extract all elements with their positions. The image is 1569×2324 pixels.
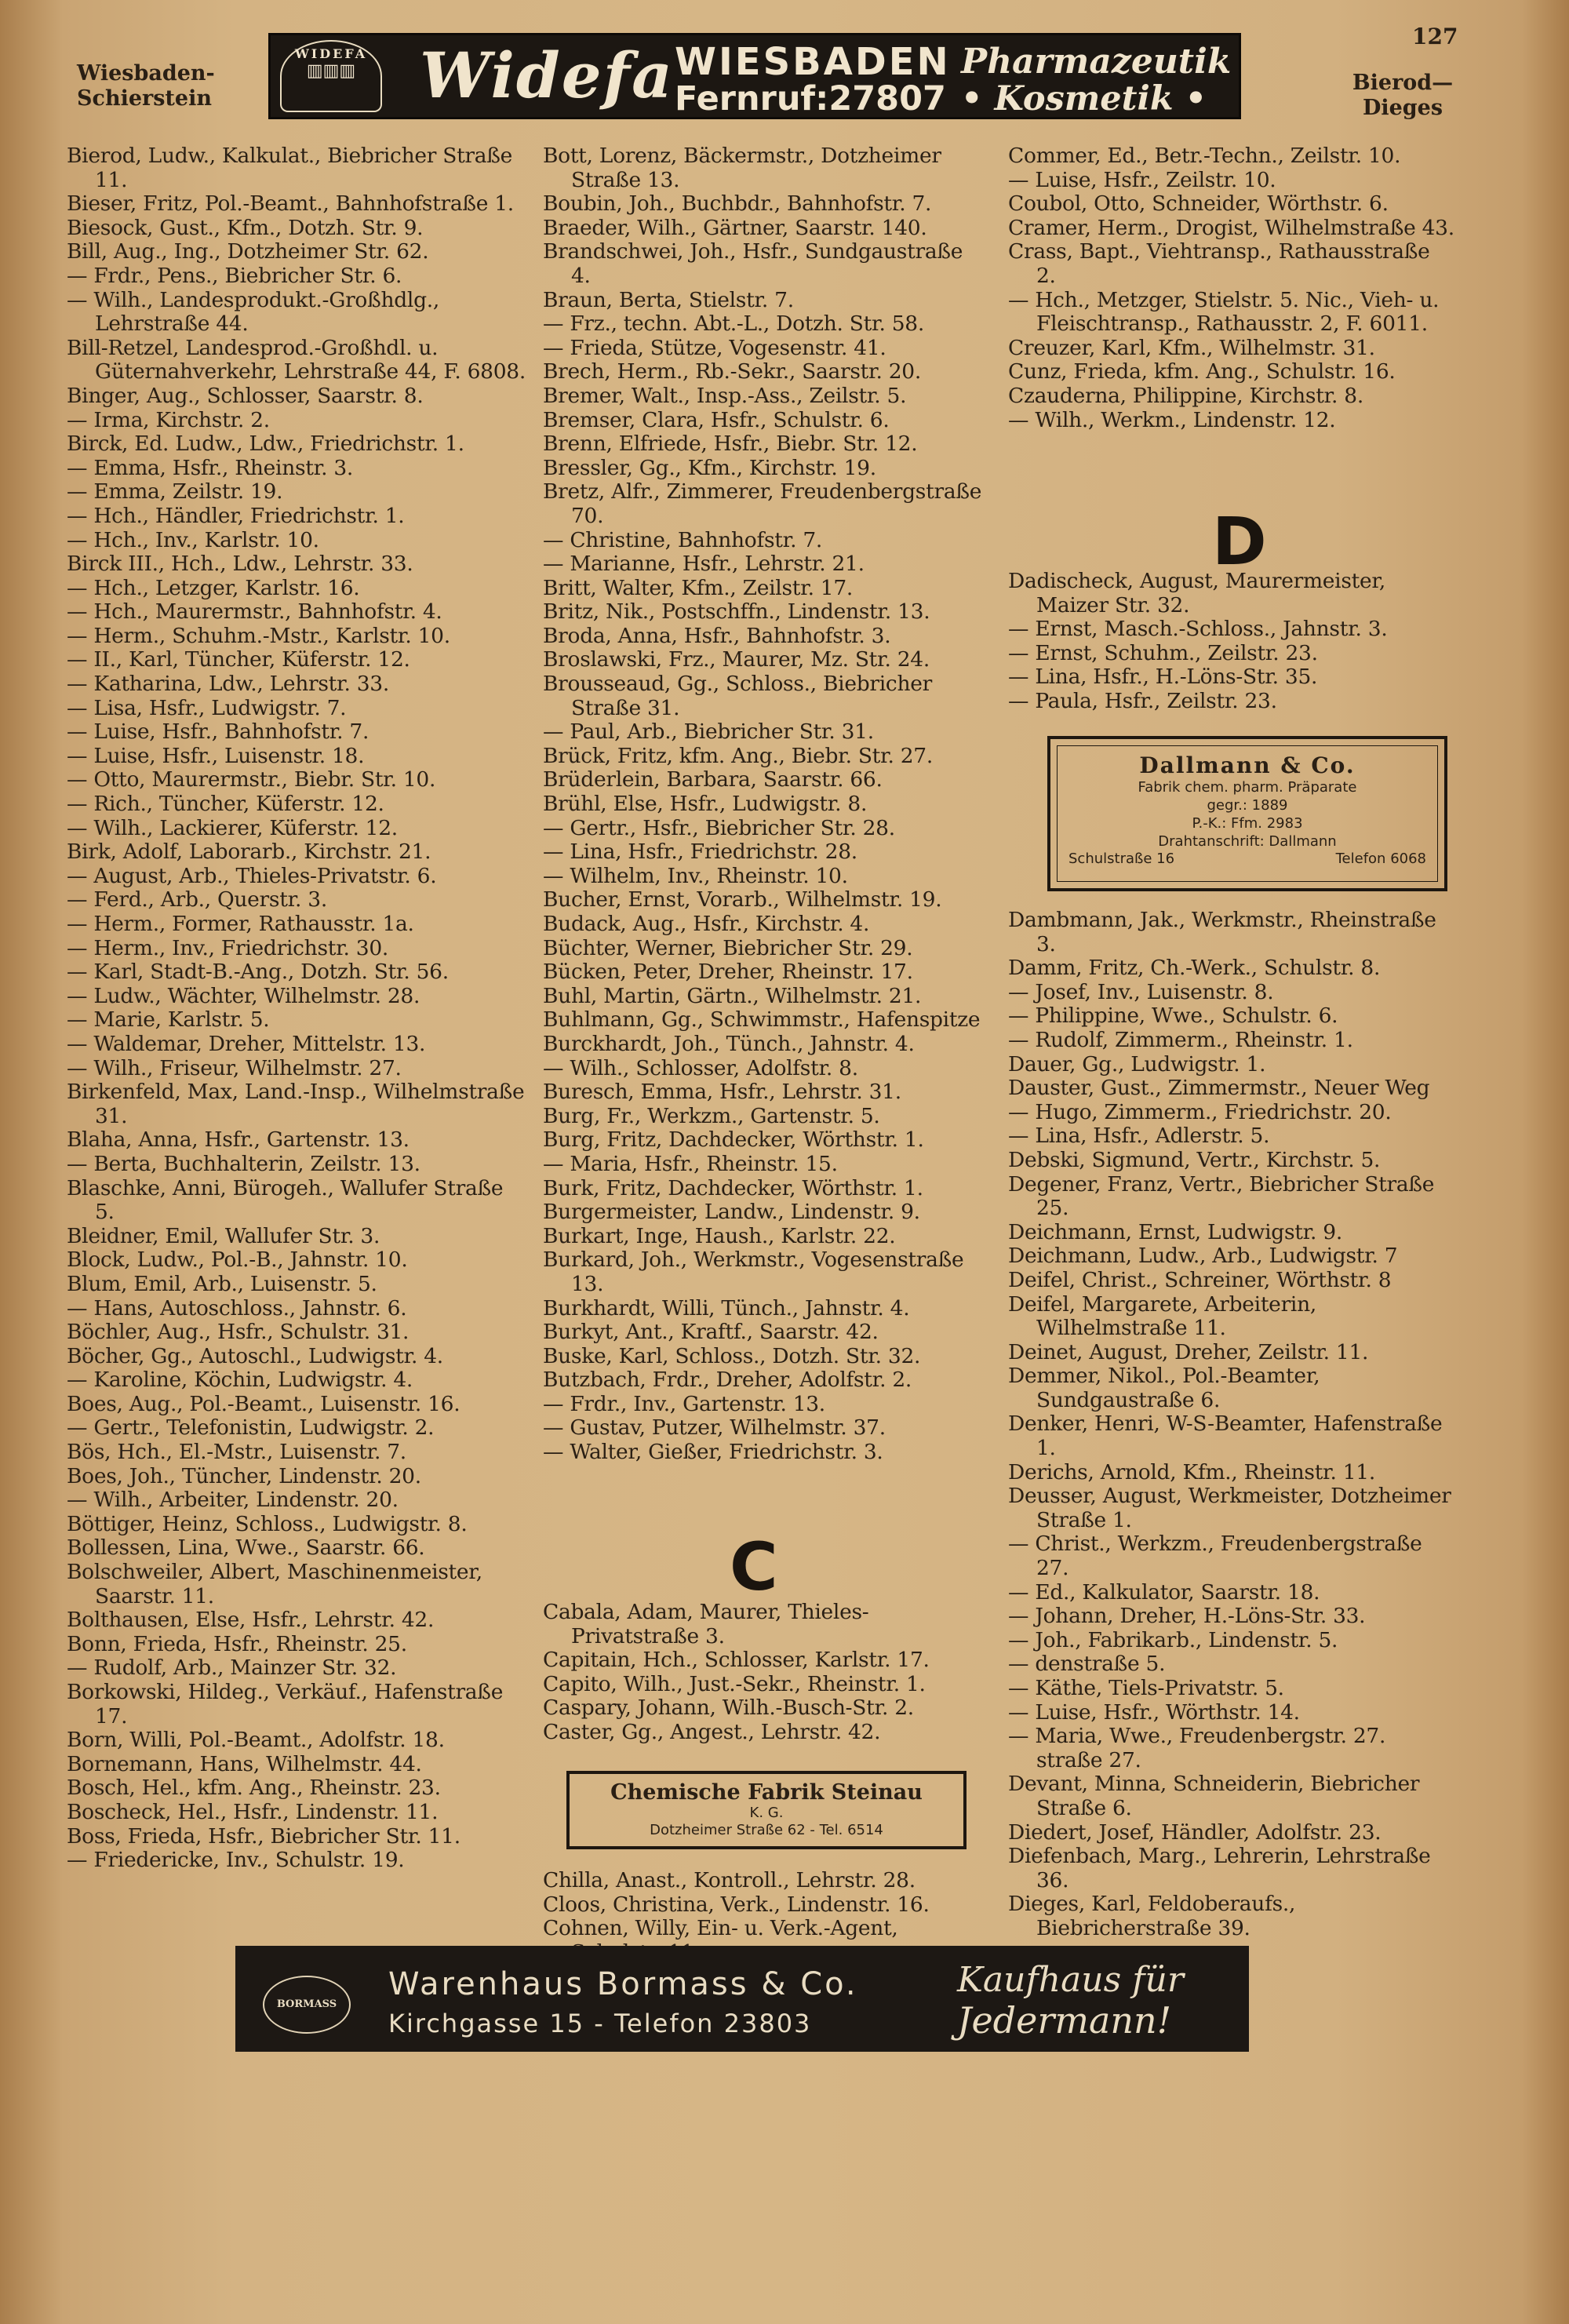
directory-entry: Deifel, Christ., Schreiner, Wörthstr. 8 — [1008, 1267, 1392, 1292]
directory-entry: — Paul, Arb., Biebricher Str. 31. — [543, 719, 874, 745]
directory-entry: — Walter, Gießer, Friedrichstr. 3. — [543, 1440, 883, 1465]
directory-entry: Cramer, Herm., Drogist, Wilhelmstraße 43. — [1008, 215, 1454, 240]
directory-entry: — Wilh., Schlosser, Adolfstr. 8. — [543, 1055, 858, 1080]
directory-entry: — Johann, Dreher, H.-Löns-Str. 33. — [1008, 1604, 1366, 1629]
directory-entry: — Frieda, Stütze, Vogesenstr. 41. — [543, 335, 886, 360]
directory-entry: — Maria, Wwe., Freudenbergstr. 27. straße 27. — [1008, 1724, 1386, 1772]
directory-entry: Birck, Ed. Ludw., Ldw., Friedrichstr. 1. — [67, 432, 464, 457]
directory-entry: — II., Karl, Tüncher, Küferstr. 12. — [67, 647, 410, 672]
header-right: Bierod—Dieges — [1352, 71, 1454, 120]
dallmann-ad-inner — [1057, 745, 1438, 882]
directory-entry: — Frdr., Pens., Biebricher Str. 6. — [67, 263, 402, 288]
directory-entry: Burkhardt, Willi, Tünch., Jahnstr. 4. — [543, 1295, 910, 1320]
directory-entry: Brandschwei, Joh., Hsfr., Sundgaustraße 4. — [543, 239, 963, 288]
directory-entry: — Marie, Karlstr. 5. — [67, 1007, 270, 1033]
section-letter-c: C — [730, 1528, 778, 1605]
directory-entry: Deinet, August, Dreher, Zeilstr. 11. — [1008, 1339, 1369, 1364]
directory-entry: Binger, Aug., Schlosser, Saarstr. 8. — [67, 383, 424, 408]
directory-entry: Boubin, Joh., Buchbdr., Bahnhofstr. 7. — [543, 191, 932, 217]
directory-entry: Bös, Hch., El.-Mstr., Luisenstr. 7. — [67, 1440, 406, 1465]
directory-entry: Bosch, Hel., kfm. Ang., Rheinstr. 23. — [67, 1776, 441, 1801]
directory-entry: Böchler, Aug., Hsfr., Schulstr. 31. — [67, 1320, 410, 1345]
dallmann-ad — [1047, 736, 1447, 891]
directory-entry: Burkyt, Ant., Kraftf., Saarstr. 42. — [543, 1320, 879, 1345]
widefa-line1: Pharmazeutik — [961, 42, 1232, 82]
directory-entry: — Wilh., Werkm., Lindenstr. 12. — [1008, 407, 1336, 432]
directory-entry: Brech, Herm., Rb.-Sekr., Saarstr. 20. — [543, 359, 921, 384]
header-left: Wiesbaden-Schierstein — [77, 61, 215, 111]
widefa-phone: Fernruf:27807 — [675, 79, 946, 118]
directory-entry: Brüderlein, Barbara, Saarstr. 66. — [543, 767, 883, 792]
directory-entry: — Philippine, Wwe., Schulstr. 6. — [1008, 1004, 1338, 1029]
directory-entry: Creuzer, Karl, Kfm., Wilhelmstr. 31. — [1008, 335, 1375, 360]
column-3-d-entries — [1008, 570, 1455, 714]
directory-entry: Boes, Joh., Tüncher, Lindenstr. 20. — [67, 1463, 421, 1488]
directory-entry: Braun, Berta, Stielstr. 7. — [543, 287, 794, 312]
directory-entry: Bücken, Peter, Dreher, Rheinstr. 17. — [543, 960, 913, 985]
directory-entry: Buhl, Martin, Gärtn., Wilhelmstr. 21. — [543, 983, 922, 1008]
directory-entry: — Karoline, Köchin, Ludwigstr. 4. — [67, 1368, 413, 1393]
directory-entry: — Luise, Hsfr., Zeilstr. 10. — [1008, 167, 1276, 192]
directory-entry: Bieser, Fritz, Pol.-Beamt., Bahnhofstraße 1. — [67, 191, 514, 217]
directory-entry: Boss, Frieda, Hsfr., Biebricher Str. 11. — [67, 1823, 461, 1849]
dallmann-name: Dallmann & Co. — [1139, 752, 1356, 778]
directory-entry: Chilla, Anast., Kontroll., Lehrstr. 28. — [543, 1868, 916, 1892]
directory-entry: Buske, Karl, Schloss., Dotzh. Str. 32. — [543, 1343, 921, 1368]
directory-entry: Debski, Sigmund, Vertr., Kirchstr. 5. — [1008, 1147, 1381, 1172]
directory-entry: — denstraße 5. — [1008, 1652, 1166, 1677]
directory-entry: — Ernst, Schuhm., Zeilstr. 23. — [1008, 640, 1318, 665]
directory-entry: — Hch., Inv., Karlstr. 10. — [67, 527, 319, 552]
directory-entry: Broda, Anna, Hsfr., Bahnhofstr. 3. — [543, 623, 891, 648]
directory-entry: — Wilh., Friseur, Wilhelmstr. 27. — [67, 1055, 402, 1080]
directory-entry: Dambmann, Jak., Werkmstr., Rheinstraße 3. — [1008, 908, 1436, 956]
directory-entry: Boscheck, Hel., Hsfr., Lindenstr. 11. — [67, 1799, 439, 1824]
section-letter-d: D — [1212, 503, 1267, 580]
steinau-address: Dotzheimer Straße 62 - Tel. 6514 — [650, 1822, 883, 1838]
directory-entry: Diedert, Josef, Händler, Adolfstr. 23. — [1008, 1819, 1382, 1845]
directory-entry: Burg, Fritz, Dachdecker, Wörthstr. 1. — [543, 1127, 924, 1153]
directory-entry: Capitain, Hch., Schlosser, Karlstr. 17. — [543, 1648, 930, 1673]
directory-entry: — Wilhelm, Inv., Rheinstr. 10. — [543, 863, 848, 888]
directory-entry: — Hugo, Zimmerm., Friedrichstr. 20. — [1008, 1099, 1392, 1124]
directory-entry: — Rich., Tüncher, Küferstr. 12. — [67, 792, 384, 817]
directory-entry: — Käthe, Tiels-Privatstr. 5. — [1008, 1676, 1284, 1700]
directory-entry: — Friedericke, Inv., Schulstr. 19. — [67, 1848, 405, 1873]
directory-entry: Boes, Aug., Pol.-Beamt., Luisenstr. 16. — [67, 1391, 461, 1416]
directory-entry: — Rudolf, Zimmerm., Rheinstr. 1. — [1008, 1027, 1353, 1052]
directory-entry: Burg, Fr., Werkzm., Gartenstr. 5. — [543, 1103, 880, 1128]
directory-entry: Dauer, Gg., Ludwigstr. 1. — [1008, 1051, 1266, 1076]
directory-entry: Büchter, Werner, Biebricher Str. 29. — [543, 935, 913, 960]
directory-entry: — Wilh., Lackierer, Küferstr. 12. — [67, 815, 398, 840]
directory-entry: Budack, Aug., Hsfr., Kirchstr. 4. — [543, 912, 870, 936]
directory-entry: — Wilh., Arbeiter, Lindenstr. 20. — [67, 1488, 399, 1513]
directory-entry: Dieges, Karl, Feldoberaufs., Biebricherstraße 39. — [1008, 1892, 1296, 1940]
directory-entry: — Gustav, Putzer, Wilhelmstr. 37. — [543, 1415, 886, 1441]
directory-entry: — August, Arb., Thieles-Privatstr. 6. — [67, 863, 437, 888]
directory-entry: Crass, Bapt., Viehtransp., Rathausstraße 2. — [1008, 239, 1430, 288]
directory-entry: — Rudolf, Arb., Mainzer Str. 32. — [67, 1656, 397, 1681]
directory-entry: — Emma, Hsfr., Rheinstr. 3. — [67, 455, 353, 480]
directory-entry: Brück, Fritz, kfm. Ang., Biebr. Str. 27. — [543, 743, 933, 768]
directory-entry: Dauster, Gust., Zimmermstr., Neuer Weg — [1008, 1076, 1430, 1101]
directory-entry: — Maria, Hsfr., Rheinstr. 15. — [543, 1151, 838, 1176]
directory-entry: Deichmann, Ernst, Ludwigstr. 9. — [1008, 1219, 1342, 1244]
directory-entry: Burk, Fritz, Dachdecker, Wörthstr. 1. — [543, 1175, 923, 1200]
directory-entry: Buresch, Emma, Hsfr., Lehrstr. 31. — [543, 1080, 901, 1105]
directory-entry: Cohnen, Willy, Ein- u. Verk.-Agent, — [543, 1916, 898, 1941]
dallmann-footer — [1058, 851, 1437, 867]
directory-entry: Bierod, Ludw., Kalkulat., Biebricher Straße 11. — [67, 144, 513, 192]
directory-entry: Burkard, Joh., Werkmstr., Vogesenstraße 13. — [543, 1248, 964, 1296]
widefa-ad-banner — [268, 33, 1241, 119]
directory-entry: Bucher, Ernst, Vorarb., Wilhelmstr. 19. — [543, 887, 942, 912]
directory-entry: Birck III., Hch., Ldw., Lehrstr. 33. — [67, 552, 413, 577]
directory-entry: Damm, Fritz, Ch.-Werk., Schulstr. 8. — [1008, 956, 1381, 981]
directory-entry: — Otto, Maurermstr., Biebr. Str. 10. — [67, 767, 436, 792]
directory-entry: Böttiger, Heinz, Schloss., Ludwigstr. 8. — [67, 1511, 468, 1536]
directory-entry: — Joh., Fabrikarb., Lindenstr. 5. — [1008, 1627, 1338, 1652]
directory-entry: Deifel, Margarete, Arbeiterin, Wilhelmstraße 11. — [1008, 1291, 1317, 1341]
steinau-name: Chemische Fabrik Steinau — [610, 1780, 923, 1805]
directory-entry: Britt, Walter, Kfm., Zeilstr. 17. — [543, 575, 854, 600]
directory-entry: — Frz., techn. Abt.-L., Dotzh. Str. 58. — [543, 311, 924, 337]
directory-entry: — Frdr., Inv., Gartenstr. 13. — [543, 1391, 825, 1416]
column-2-c-entries — [543, 1601, 982, 1745]
directory-entry: Brenn, Elfriede, Hsfr., Biebr. Str. 12. — [543, 432, 918, 457]
directory-entry: Czauderna, Philippine, Kirchstr. 8. — [1008, 383, 1363, 408]
directory-entry: — Ernst, Masch.-Schloss., Jahnstr. 3. — [1008, 617, 1388, 642]
directory-entry: — Luise, Hsfr., Bahnhofstr. 7. — [67, 719, 369, 745]
directory-entry: Degener, Franz, Vertr., Biebricher Straße 25. — [1008, 1171, 1435, 1221]
directory-entry: Cabala, Adam, Maurer, Thieles-Privatstraße 3. — [543, 1600, 869, 1648]
directory-entry: Bill, Aug., Ing., Dotzheimer Str. 62. — [67, 239, 429, 264]
column-2 — [543, 144, 982, 1465]
directory-entry: — Christ., Werkzm., Freudenbergstraße 27. — [1008, 1532, 1422, 1581]
directory-entry: Bornemann, Hans, Wilhelmstr. 44. — [67, 1751, 422, 1776]
directory-entry: Butzbach, Frdr., Dreher, Adolfstr. 2. — [543, 1368, 912, 1393]
directory-entry: Bretz, Alfr., Zimmerer, Freudenbergstraße 70. — [543, 479, 982, 528]
directory-entry: — Waldemar, Dreher, Mittelstr. 13. — [67, 1031, 426, 1056]
column-2-b-entries — [543, 144, 982, 1465]
directory-entry: — Luise, Hsfr., Luisenstr. 18. — [67, 743, 365, 768]
widefa-logo-icon: WIDEFA ▥▥▥ — [280, 40, 382, 112]
bormass-name: Warenhaus Bormass & Co. — [388, 1966, 858, 2002]
directory-entry: — Lina, Hsfr., Adlerstr. 5. — [1008, 1124, 1270, 1149]
directory-entry: Böcher, Gg., Autoschl., Ludwigstr. 4. — [67, 1343, 443, 1368]
directory-entry: Denker, Henri, W-S-Beamter, Hafenstraße 1. — [1008, 1412, 1443, 1461]
directory-entry: — Wilh., Landesprodukt.-Großhdlg., Lehrstraße 44. — [67, 287, 440, 337]
directory-entry: — Luise, Hsfr., Wörthstr. 14. — [1008, 1699, 1300, 1725]
directory-entry: Burgermeister, Landw., Lindenstr. 9. — [543, 1200, 920, 1225]
directory-entry: — Gertr., Hsfr., Biebricher Str. 28. — [543, 815, 895, 840]
directory-entry: Bolthausen, Else, Hsfr., Lehrstr. 42. — [67, 1608, 435, 1633]
widefa-line2: • Kosmetik • — [961, 79, 1207, 118]
dallmann-line3: P.-K.: Ffm. 2983 — [1192, 815, 1303, 832]
dallmann-street: Schulstraße 16 — [1068, 851, 1175, 867]
widefa-brand: Widefa — [420, 38, 674, 112]
directory-entry: — Herm., Inv., Friedrichstr. 30. — [67, 935, 389, 960]
bormass-slogan-2: Jedermann! — [957, 1999, 1172, 2042]
directory-entry: — Herm., Schuhm.-Mstr., Karlstr. 10. — [67, 623, 450, 648]
bormass-ad-banner — [235, 1946, 1249, 2052]
directory-entry: Bonn, Frieda, Hsfr., Rheinstr. 25. — [67, 1631, 407, 1656]
directory-entry: — Lina, Hsfr., Friedrichstr. 28. — [543, 840, 857, 865]
directory-entry: — Lisa, Hsfr., Ludwigstr. 7. — [67, 695, 347, 720]
bormass-slogan-1: Kaufhaus für — [957, 1960, 1184, 2000]
directory-entry: Burckhardt, Joh., Tünch., Jahnstr. 4. — [543, 1031, 915, 1056]
directory-entry: Brühl, Else, Hsfr., Ludwigstr. 8. — [543, 792, 868, 817]
bormass-address: Kirchgasse 15 - Telefon 23803 — [388, 2009, 812, 2038]
directory-entry: Deusser, August, Werkmeister, Dotzheimer Straße 1. — [1008, 1484, 1451, 1532]
directory-entry: — Herm., Former, Rathausstr. 1a. — [67, 912, 414, 936]
directory-entry: Bolschweiler, Albert, Maschinenmeister, Saarstr. 11. — [67, 1560, 482, 1608]
directory-entry: — Ludw., Wächter, Wilhelmstr. 28. — [67, 983, 420, 1008]
directory-entry: — Gertr., Telefonistin, Ludwigstr. 2. — [67, 1415, 435, 1441]
directory-entry: Caspary, Johann, Wilh.-Busch-Str. 2. — [543, 1696, 914, 1721]
directory-entry: Bremser, Clara, Hsfr., Schulstr. 6. — [543, 407, 890, 432]
column-3 — [1008, 144, 1455, 432]
directory-entry: Bleidner, Emil, Wallufer Str. 3. — [67, 1223, 380, 1248]
directory-entry: Caster, Gg., Angest., Lehrstr. 42. — [543, 1719, 881, 1744]
directory-entry: — Hans, Autoschloss., Jahnstr. 6. — [67, 1295, 407, 1320]
directory-entry: — Christine, Bahnhofstr. 7. — [543, 527, 823, 552]
directory-entry: Cloos, Christina, Verk., Lindenstr. 16. — [543, 1892, 930, 1917]
directory-entry: Broslawski, Frz., Maurer, Mz. Str. 24. — [543, 647, 930, 672]
directory-entry: Cunz, Frieda, kfm. Ang., Schulstr. 16. — [1008, 359, 1396, 384]
directory-entry: — Katharina, Ldw., Lehrstr. 33. — [67, 672, 389, 697]
steinau-ad — [566, 1771, 967, 1849]
column-3-d-entries-2 — [1008, 909, 1455, 1941]
widefa-city: WIESBADEN — [675, 40, 951, 84]
dallmann-line4: Drahtanschrift: Dallmann — [1158, 833, 1337, 850]
dallmann-phone: Telefon 6068 — [1335, 851, 1426, 867]
directory-entry: Commer, Ed., Betr.-Techn., Zeilstr. 10. — [1008, 144, 1401, 168]
directory-entry: Coubol, Otto, Schneider, Wörthstr. 6. — [1008, 191, 1389, 217]
directory-entry: Birk, Adolf, Laborarb., Kirchstr. 21. — [67, 840, 431, 865]
directory-entry: Bressler, Gg., Kfm., Kirchstr. 19. — [543, 455, 876, 480]
directory-entry: Bremer, Walt., Insp.-Ass., Zeilstr. 5. — [543, 383, 907, 408]
directory-entry: — Paula, Hsfr., Zeilstr. 23. — [1008, 688, 1277, 713]
directory-entry: Derichs, Arnold, Kfm., Rheinstr. 11. — [1008, 1459, 1375, 1484]
directory-entry: — Hch., Letzger, Karlstr. 16. — [67, 575, 360, 600]
directory-entry: Bott, Lorenz, Bäckermstr., Dotzheimer Straße 13. — [543, 144, 941, 192]
directory-entry: — Karl, Stadt-B.-Ang., Dotzh. Str. 56. — [67, 960, 449, 985]
directory-entry: — Hch., Metzger, Stielstr. 5. Nic., Vieh- u. Fleischtransp., Rathausstr. 2, F. 6011. — [1008, 287, 1440, 337]
directory-entry: Block, Ludw., Pol.-B., Jahnstr. 10. — [67, 1248, 408, 1273]
directory-entry: Bill-Retzel, Landesprod.-Großhdl. u. Güternahverkehr, Lehrstraße 44, F. 6808. — [67, 335, 526, 384]
directory-entry: — Emma, Zeilstr. 19. — [67, 479, 283, 505]
directory-entry: Devant, Minna, Schneiderin, Biebricher Straße 6. — [1008, 1772, 1420, 1820]
directory-entry: — Hch., Maurermstr., Bahnhofstr. 4. — [67, 599, 442, 625]
directory-entry: Blum, Emil, Arb., Luisenstr. 5. — [67, 1271, 377, 1296]
steinau-kg: K. G. — [749, 1805, 784, 1821]
directory-entry: Diefenbach, Marg., Lehrerin, Lehrstraße 36. — [1008, 1844, 1431, 1892]
widefa-logo-text: WIDEFA — [294, 46, 368, 61]
column-1 — [67, 144, 528, 1873]
directory-entry: Buhlmann, Gg., Schwimmstr., Hafenspitze — [543, 1007, 981, 1033]
directory-entry: Bollessen, Lina, Wwe., Saarstr. 66. — [67, 1535, 425, 1561]
bormass-logo-icon: BORMASS — [263, 1976, 351, 2034]
directory-entry: — Josef, Inv., Luisenstr. 8. — [1008, 979, 1274, 1004]
directory-entry: — Lina, Hsfr., H.-Löns-Str. 35. — [1008, 665, 1318, 690]
directory-entry: Born, Willi, Pol.-Beamt., Adolfstr. 18. — [67, 1728, 445, 1753]
directory-entry: — Berta, Buchhalterin, Zeilstr. 13. — [67, 1151, 420, 1176]
directory-entry: Burkart, Inge, Haush., Karlstr. 22. — [543, 1223, 896, 1248]
directory-entry: — Hch., Händler, Friedrichstr. 1. — [67, 503, 405, 528]
directory-entry: Capito, Wilh., Just.-Sekr., Rheinstr. 1. — [543, 1671, 926, 1696]
directory-entry: — Irma, Kirchstr. 2. — [67, 407, 270, 432]
page-number: 127 — [1412, 24, 1458, 49]
directory-entry: Biesock, Gust., Kfm., Dotzh. Str. 9. — [67, 215, 424, 240]
directory-entry: — Ferd., Arb., Querstr. 3. — [67, 887, 327, 912]
directory-entry: Blaschke, Anni, Bürogeh., Wallufer Straße 5. — [67, 1175, 504, 1225]
directory-entry: Birkenfeld, Max, Land.-Insp., Wilhelmstraße 31. — [67, 1080, 525, 1128]
directory-entry: Blaha, Anna, Hsfr., Gartenstr. 13. — [67, 1127, 410, 1153]
directory-entry: Britz, Nik., Postschffn., Lindenstr. 13. — [543, 599, 930, 625]
dallmann-line2: gegr.: 1889 — [1207, 797, 1288, 814]
directory-entry: Braeder, Wilh., Gärtner, Saarstr. 140. — [543, 215, 927, 240]
directory-entry: Demmer, Nikol., Pol.-Beamter, Sundgaustraße 6. — [1008, 1364, 1320, 1412]
directory-entry: Borkowski, Hildeg., Verkäuf., Hafenstraße 17. — [67, 1680, 504, 1728]
directory-entry: Brousseaud, Gg., Schloss., Biebricher Straße 31. — [543, 672, 932, 720]
directory-entry: Dadischeck, August, Maurermeister, Maizer Str. 32. — [1008, 569, 1385, 617]
directory-entry: — Ed., Kalkulator, Saarstr. 18. — [1008, 1579, 1320, 1605]
directory-entry: — Marianne, Hsfr., Lehrstr. 21. — [543, 552, 865, 577]
dallmann-line1: Fabrik chem. pharm. Präparate — [1138, 779, 1357, 796]
directory-entry: Deichmann, Ludw., Arb., Ludwigstr. 7 — [1008, 1244, 1398, 1269]
